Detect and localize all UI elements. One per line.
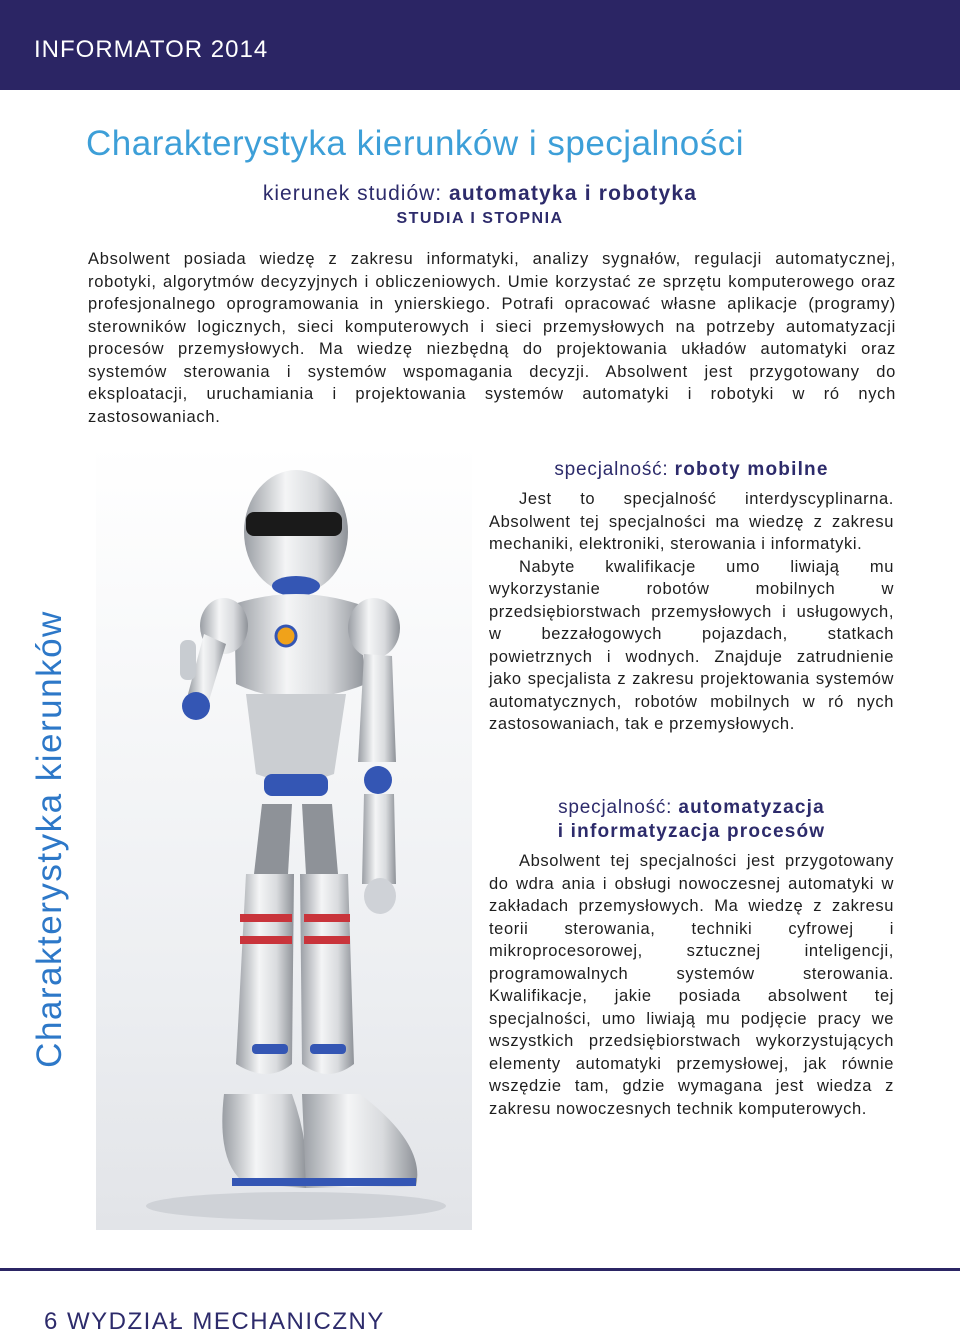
spec-automation-paragraph-1: Absolwent tej specjalności jest przygotowany do wdra ania i obsługi nowoczesnej automatyki w zakładach przemysłowych. Ma wiedzę z zakresu teorii sterowania, techniki cyfrowej i mikroprocesorowej, sztucznej inteligencji, programowalnych systemów sterowania. Kwalifikacje, jakie posiada absolwent tej specjalności, umo liwiają mu podjęcie pracy we wszystkich przedsiębiorstwach wykorzystujących elementy automatyki przemysłowej, jak równie wszędzie tam, gdzie wymagana jest wiedza z zakresu nowoczesnych technik komputerowych. (489, 852, 894, 1118)
field-of-study-name: automatyka i robotyka (448, 182, 698, 205)
spec-automation-name-line2: i informatyzacja procesów (557, 821, 826, 842)
spec-automation-title (489, 796, 894, 844)
spec-robotics-name: roboty mobilne (674, 459, 829, 480)
intro-paragraph: Absolwent posiada wiedzę z zakresu informatyki, analizy sygnałów, regulacji automatycznej, robotyki, algorytmów decyzyjnych i obliczeniowych. Umie korzystać ze sprzętu komputerowego oraz profesjonalnego oprogramowania in ynierskiego. Potrafi opracować własne aplikacje (programy) sterowników logicznych, sieci komputerowych i sieci przemysłowych na potrzeby automatyzacji procesów przemysłowych. Ma wiedzę niezbędną do projektowania układów automatyki oraz systemów sterowania i systemów wspomagania decyzji. Absolwent jest przygotowany do eksploatacji, uruchamiania i projektowania systemów automatyki i robotyki w ró nych zastosowaniach. (88, 250, 896, 426)
spec-robotics-prefix: specjalność: (554, 459, 675, 480)
side-label (12, 444, 88, 1234)
field-of-study (0, 182, 960, 206)
field-of-study-prefix: kierunek studiów: (262, 182, 449, 205)
spec-automation-name-line1: automatyzacja (678, 797, 825, 818)
spec-automation (489, 796, 894, 1120)
spec-robotics-title (489, 458, 894, 482)
robot-image (96, 444, 472, 1230)
header-bar (0, 0, 960, 90)
page-heading: Charakterystyka kierunków i specjalności (86, 124, 745, 163)
spec-robotics (489, 458, 894, 736)
publication-title: INFORMATOR 2014 (34, 36, 269, 63)
spec-automation-prefix: specjalność: (558, 797, 679, 818)
spec-robotics-paragraph-1: Jest to specjalność interdyscyplinarna. Absolwent tej specjalności ma wiedzę z zakresu mechaniki, elektroniki, sterowania i informatyki. (489, 490, 894, 553)
side-label-text: Charakterystyka kierunków (30, 610, 69, 1068)
degree-level: STUDIA I STOPNIA (396, 210, 564, 227)
footer-divider (0, 1268, 960, 1271)
spec-robotics-paragraph-2: Nabyte kwalifikacje umo liwiają mu wykorzystanie robotów mobilnych w przedsiębiorstwach przemysłowych i usługowych, w bezzałogowych pojazdach, statkach powietrznych i wodnych. Znajduje zatrudnienie jako specjalista z zakresu projektowania systemów automatycznych, robotów mobilnych w ró nych zastosowaniach, tak e przemysłowych. (489, 557, 894, 733)
footer-text: 6 WYDZIAŁ MECHANICZNY (44, 1308, 385, 1335)
